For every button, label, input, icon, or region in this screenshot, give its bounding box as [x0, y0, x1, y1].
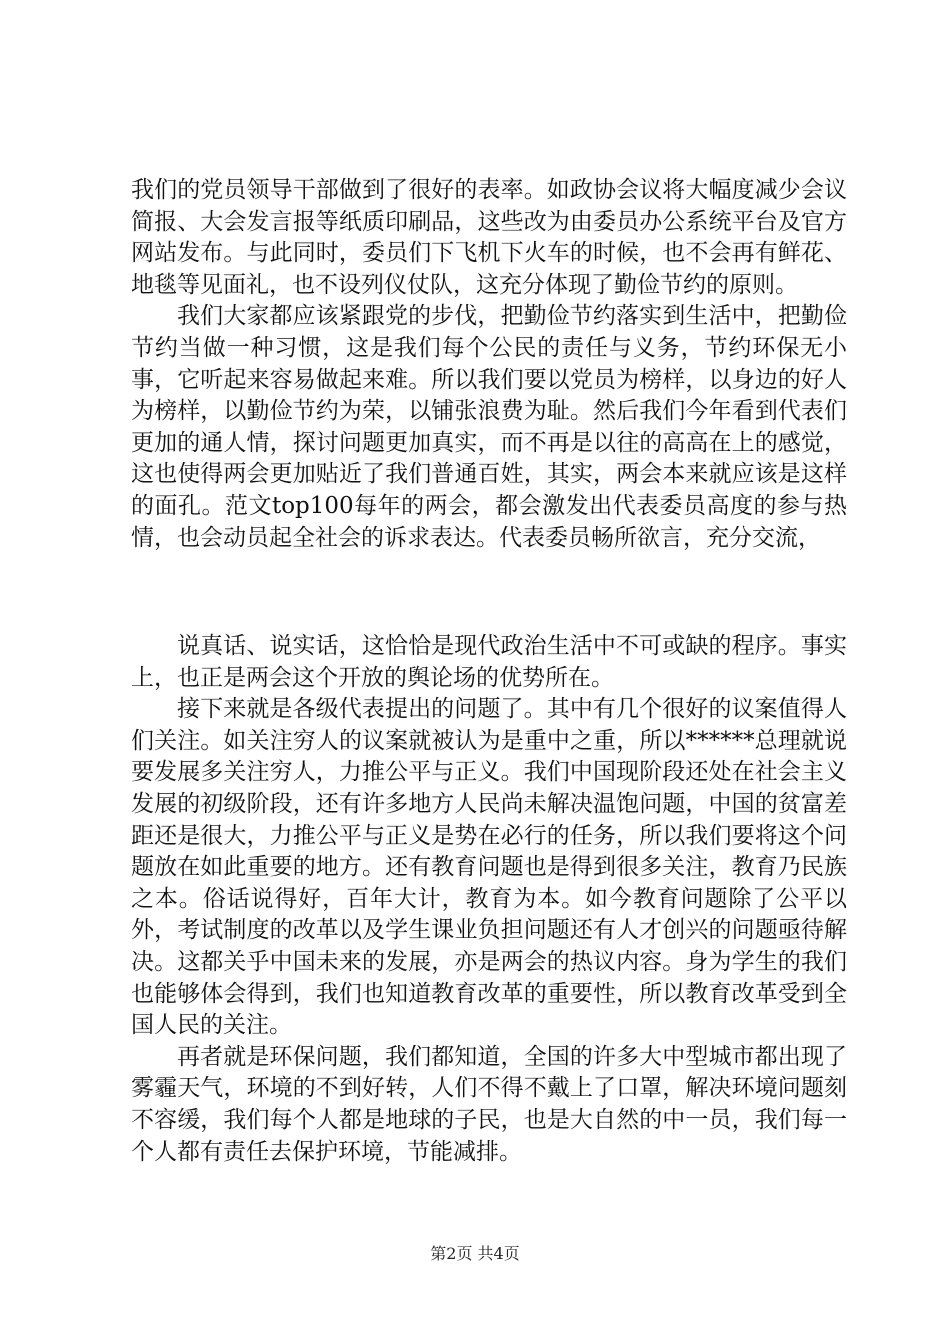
paragraph: 我们的党员领导干部做到了很好的表率。如政协会议将大幅度减少会议简报、大会发言报等纸质印刷品，这些改为由委员办公系统平台及官方网站发布。与此同时，委员们下飞机下火车的时候，也不会再有鲜花、地毯等见面礼，也不设列仪仗队，这充分体现了勤俭节约的原则。	[131, 177, 847, 298]
paragraph: 说真话、说实话，这恰恰是现代政治生活中不可或缺的程序。事实上，也正是两会这个开放的舆论场的优势所在。	[131, 633, 847, 691]
text-block-upper	[131, 175, 847, 554]
text-block-lower	[131, 631, 847, 1168]
page-number-footer: 第2页 共4页	[430, 1244, 520, 1263]
paragraph: 接下来就是各级代表提出的问题了。其中有几个很好的议案值得人们关注。如关注穷人的议案就被认为是重中之重，所以******总理就说要发展多关注穷人，力推公平与正义。我们中国现阶段还处在社会主义发展的初级阶段，还有许多地方人民尚未解决温饱问题，中国的贫富差距还是很大，力推公平与正义是势在必行的任务，所以我们要将这个问题放在如此重要的地方。还有教育问题也是得到很多关注，教育乃民族之本。俗话说得好，百年大计，教育为本。如今教育问题除了公平以外，考试制度的改革以及学生课业负担问题还有人才创兴的问题亟待解决。这都关乎中国未来的发展，亦是两会的热议内容。身为学生的我们也能够体会得到，我们也知道教育改革的重要性，所以教育改革受到全国人民的关注。	[131, 696, 847, 1039]
paragraph: 再者就是环保问题，我们都知道，全国的许多大中型城市都出现了雾霾天气，环境的不到好转，人们不得不戴上了口罩，解决环境问题刻不容缓，我们每个人都是地球的子民，也是大自然的中一员，我们每一个人都有责任去保护环境，节能减排。	[131, 1043, 847, 1165]
paragraph: 我们大家都应该紧跟党的步伐，把勤俭节约落实到生活中，把勤俭节约当做一种习惯，这是我们每个公民的责任与义务，节约环保无小事，它听起来容易做起来难。所以我们要以党员为榜样，以身边的好人为榜样，以勤俭节约为荣，以铺张浪费为耻。然后我们今年看到代表们更加的通人情，探讨问题更加真实，而不再是以往的高高在上的感觉，这也使得两会更加贴近了我们普通百姓，其实，两会本来就应该是这样的面孔。范文top100每年的两会，都会激发出代表委员高度的参与热情，也会动员起全社会的诉求表达。代表委员畅所欲言，充分交流，	[131, 303, 847, 551]
